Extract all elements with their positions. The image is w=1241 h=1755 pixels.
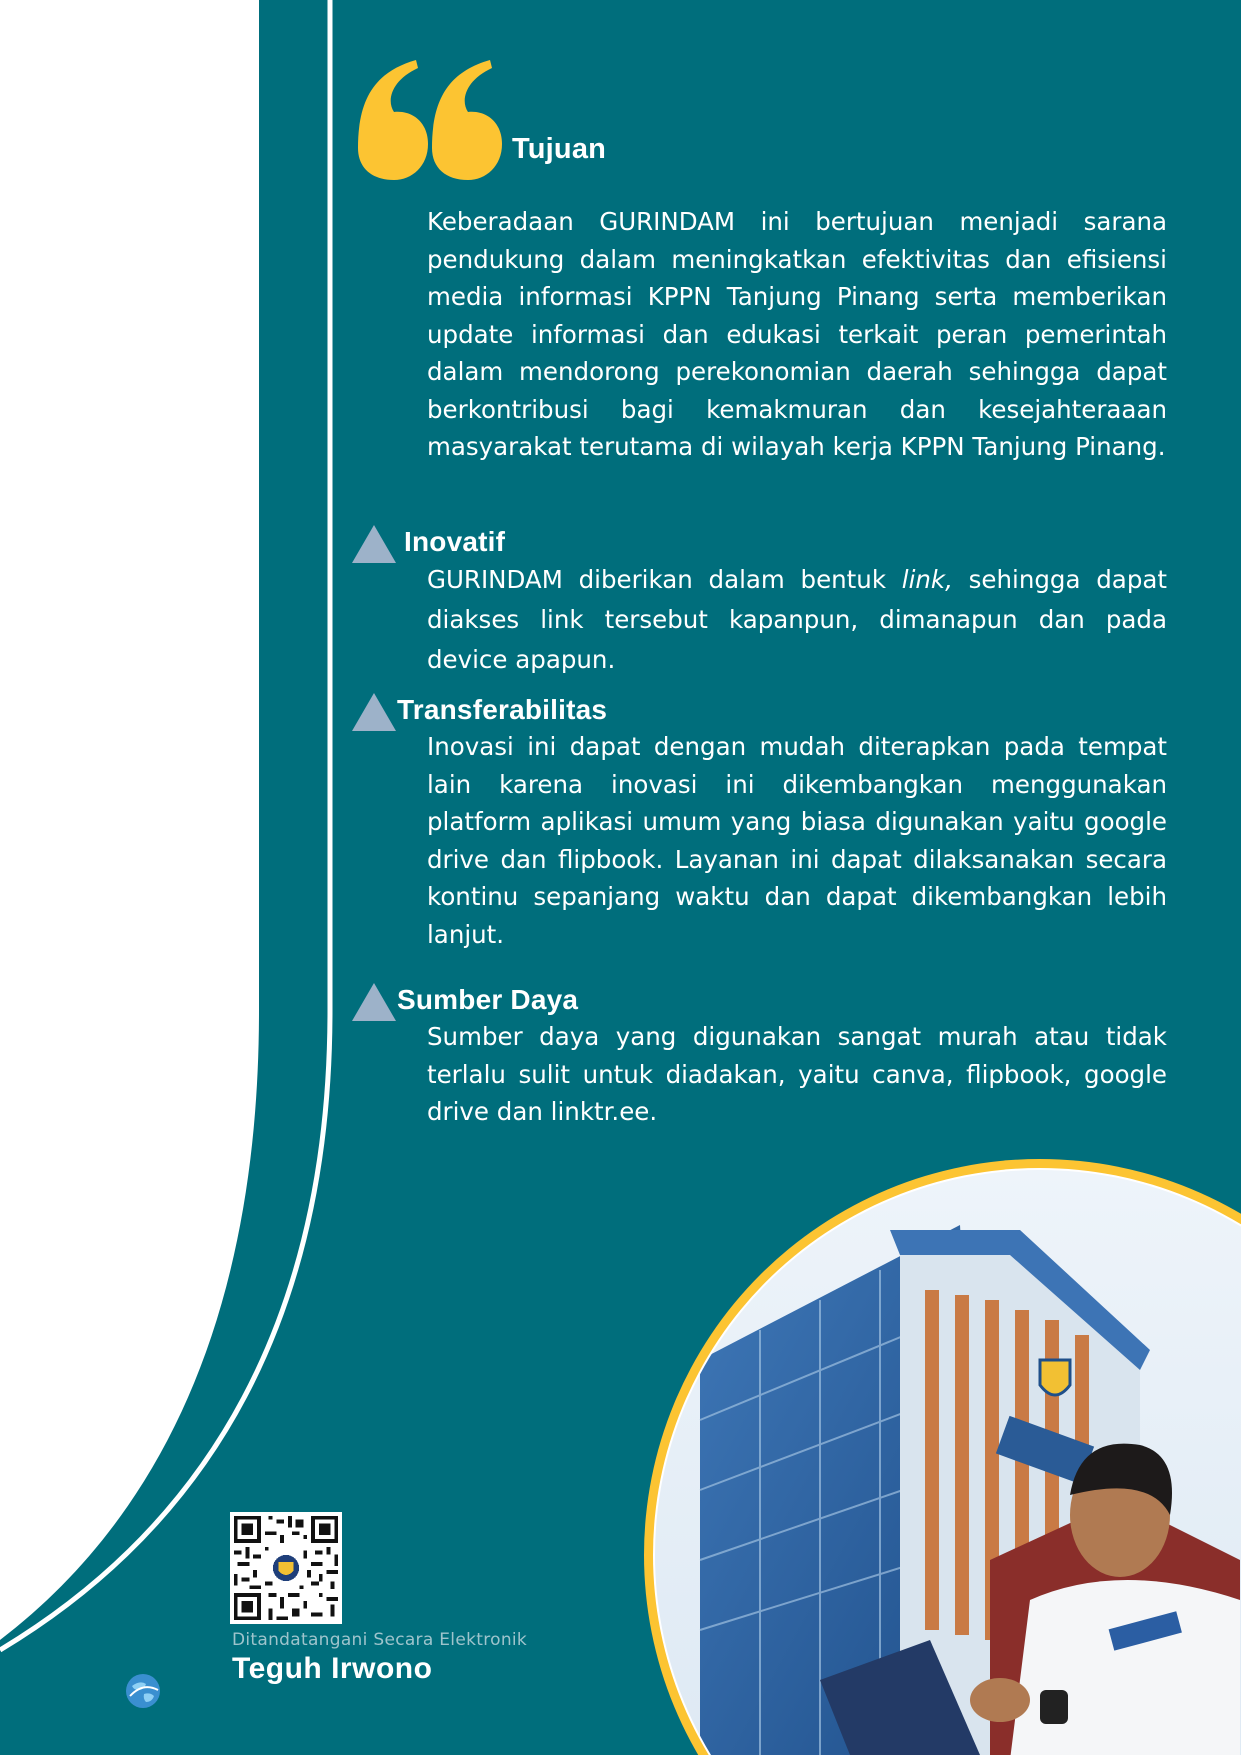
signature-caption: Ditandatangani Secara Elektronik — [232, 1630, 528, 1650]
inovatif-text-italic: link, — [901, 565, 953, 594]
section-text-inovatif — [427, 560, 1167, 680]
section-heading-inovatif: Inovatif — [404, 526, 506, 557]
inovatif-text-before: GURINDAM diberikan dalam bentuk — [427, 565, 902, 594]
section-text-sumber-daya: Sumber daya yang digunakan sangat murah atau tidak terlalu sulit untuk diadakan, yaitu canva, flipbook, google drive dan linktr.ee. — [427, 1022, 1167, 1126]
globe-icon — [124, 1672, 162, 1710]
triangle-bullet-icon — [352, 525, 396, 563]
triangle-bullet-icon — [352, 983, 396, 1021]
qr-code — [230, 1512, 342, 1624]
section-heading-tujuan: Tujuan — [512, 133, 607, 165]
signer-name: Teguh Irwono — [232, 1652, 433, 1685]
quote-icon — [356, 60, 516, 185]
section-heading-sumber-daya: Sumber Daya — [397, 984, 579, 1015]
triangle-bullet-icon — [352, 693, 396, 731]
section-heading-transferabilitas: Transferabilitas — [397, 694, 608, 725]
section-text-tujuan: Keberadaan GURINDAM ini bertujuan menjadi sarana pendukung dalam meningkatkan efektivitas dan efisiensi media informasi KPPN Tanjung Pinang serta memberikan update informasi dan edukasi terkait peran pemerintah dalam mendorong perekonomian daerah sehingga dapat berkontribusi bagi kemakmuran dan kesejahteraaan masyarakat terutama di wilayah kerja KPPN Tanjung Pinang. — [427, 207, 1167, 461]
inovatif-text-after: sehingga dapat diakses link tersebut kapanpun, dimanapun dan pada device apapun. — [427, 565, 1167, 674]
section-text-transferabilitas: Inovasi ini dapat dengan mudah diterapkan pada tempat lain karena inovasi ini dikembangkan menggunakan platform aplikasi umum yang biasa digunakan yaitu google drive dan flipbook. Layanan ini dapat dilaksanakan secara kontinu sepanjang waktu dan dapat dikembangkan lebih lanjut. — [427, 732, 1167, 949]
